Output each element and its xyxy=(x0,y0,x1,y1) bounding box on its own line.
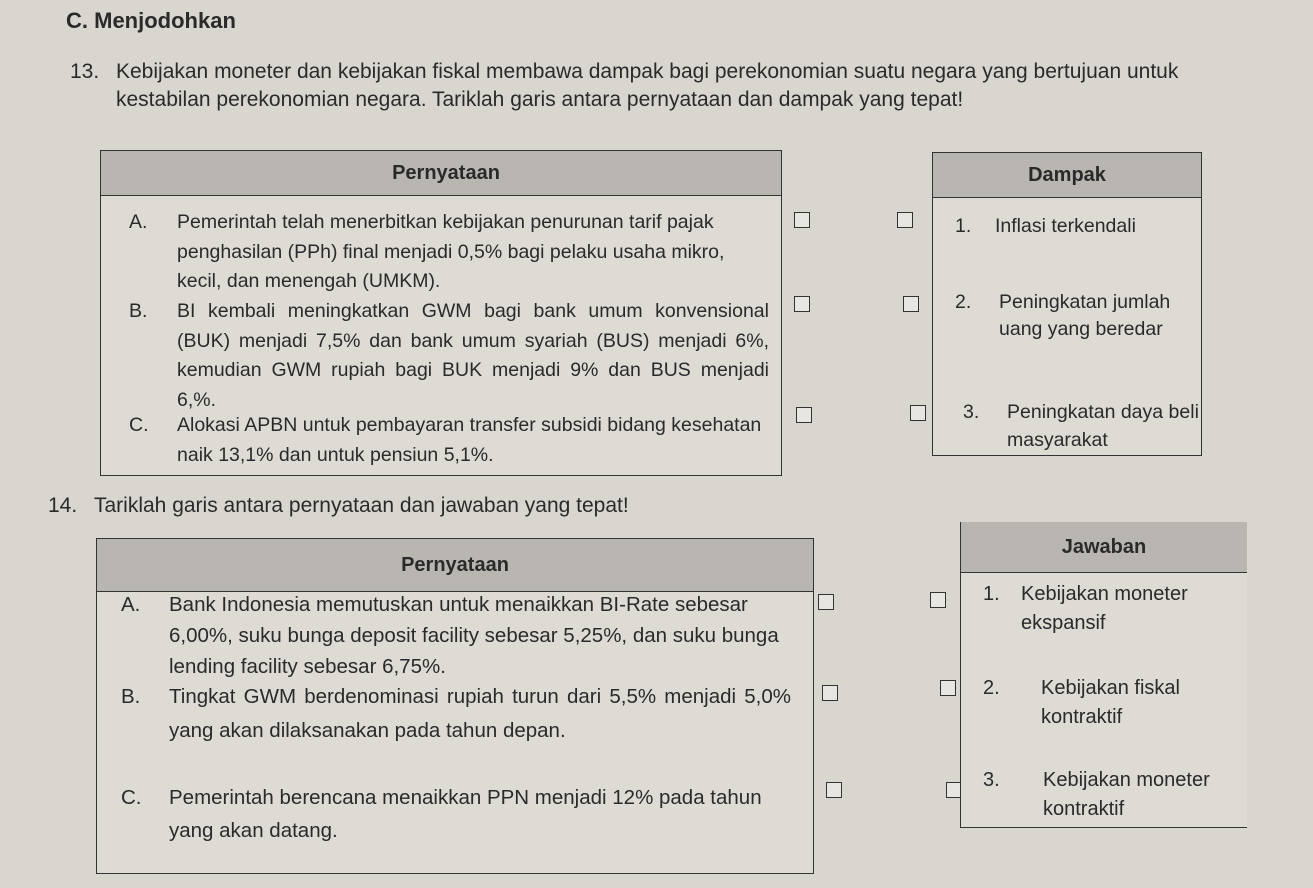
answer-text: Kebijakan moneter kontraktif xyxy=(1043,769,1210,820)
q14-answer-header: Jawaban xyxy=(961,522,1247,573)
q13-answer-1-checkbox[interactable] xyxy=(897,212,913,228)
q13-answer-table xyxy=(932,152,1202,456)
answer-text: Inflasi terkendali xyxy=(995,215,1136,237)
q13-answer-2-checkbox[interactable] xyxy=(903,296,919,312)
statement-text: Pemerintah berencana menaikkan PPN menjadi 12% pada tahun yang akan datang. xyxy=(169,786,762,842)
q13-statement-b-checkbox[interactable] xyxy=(794,296,810,312)
question-13 xyxy=(70,58,1220,114)
q13-answer-header: Dampak xyxy=(933,153,1201,198)
statement-text: Pemerintah telah menerbitkan kebijakan penurunan tarif pajak penghasilan (PPh) final menjadi 0,5% bagi pelaku usaha mikro, kecil, dan menengah (UMKM). xyxy=(177,211,725,292)
answer-label: 2. xyxy=(983,677,1000,699)
q14-answer-table xyxy=(960,522,1247,828)
statement-text: Tingkat GWM berdenominasi rupiah turun dari 5,5% menjadi 5,0% yang akan dilaksanakan pada tahun depan. xyxy=(169,685,791,742)
answer-label: 2. xyxy=(955,291,972,313)
statement-text: BI kembali meningkatkan GWM bagi bank umum konvensional (BUK) menjadi 7,5% dan bank umum syariah (BUS) menjadi 6%, kemudian GWM rupiah bagi BUK menjadi 9% dan BUS menjadi 6,%. xyxy=(177,300,769,411)
answer-label: 1. xyxy=(983,583,1000,605)
answer-label: 1. xyxy=(955,215,972,237)
question-14-number: 14. xyxy=(48,494,78,517)
q14-answer-1 xyxy=(983,580,1243,638)
statement-label: B. xyxy=(129,300,148,322)
statement-text: Bank Indonesia memutuskan untuk menaikkan BI-Rate sebesar 6,00%, suku bunga deposit facility sebesar 5,25%, dan suku bunga lending facility sebesar 6,75%. xyxy=(169,593,779,678)
answer-text: Peningkatan daya beli masyarakat xyxy=(1007,401,1199,451)
q14-statement-c-checkbox[interactable] xyxy=(826,782,842,798)
q14-statement-header: Pernyataan xyxy=(97,539,813,592)
q13-statement-b xyxy=(129,297,769,415)
q13-statement-header: Pernyataan xyxy=(101,151,781,196)
q14-answer-2-checkbox[interactable] xyxy=(940,680,956,696)
question-13-text: Kebijakan moneter dan kebijakan fiskal membawa dampak bagi perekonomian suatu negara yang bertujuan untuk kestabilan perekonomian negara. Tariklah garis antara pernyataan dan dampak yang tepat! xyxy=(116,60,1179,111)
statement-label: A. xyxy=(121,593,141,616)
q14-statement-c xyxy=(121,781,791,847)
q13-answer-3 xyxy=(963,398,1199,454)
q14-statement-table xyxy=(96,538,814,874)
q14-answer-2 xyxy=(983,674,1243,732)
section-title: C. Menjodohkan xyxy=(66,8,236,33)
q13-statement-c-checkbox[interactable] xyxy=(796,407,812,423)
answer-label: 3. xyxy=(983,769,1000,791)
statement-label: C. xyxy=(129,414,149,436)
answer-label: 3. xyxy=(963,401,980,423)
q14-statement-a-checkbox[interactable] xyxy=(818,594,834,610)
statement-label: A. xyxy=(129,211,148,233)
statement-text: Alokasi APBN untuk pembayaran transfer subsidi bidang kesehatan naik 13,1% dan untuk pensiun 5,1%. xyxy=(177,414,762,466)
question-14-text: Tariklah garis antara pernyataan dan jawaban yang tepat! xyxy=(94,494,629,517)
q13-answer-2 xyxy=(955,289,1195,343)
q14-statement-a xyxy=(121,589,791,682)
statement-label: B. xyxy=(121,685,141,708)
q13-statement-c xyxy=(129,411,769,470)
q14-statement-b-checkbox[interactable] xyxy=(822,685,838,701)
q13-statement-table xyxy=(100,150,782,476)
q14-answer-3 xyxy=(983,766,1243,824)
answer-text: Peningkatan jumlah uang yang beredar xyxy=(999,291,1171,340)
q13-answer-1 xyxy=(955,213,1195,240)
question-13-number: 13. xyxy=(70,60,100,83)
q14-statement-b xyxy=(121,680,791,748)
q14-answer-1-checkbox[interactable] xyxy=(930,592,946,608)
answer-text: Kebijakan fiskal kontraktif xyxy=(1041,677,1180,728)
q13-answer-3-checkbox[interactable] xyxy=(910,405,926,421)
question-14 xyxy=(48,494,629,518)
q13-statement-a xyxy=(129,208,769,297)
answer-text: Kebijakan moneter ekspansif xyxy=(1021,583,1188,634)
statement-label: C. xyxy=(121,786,142,809)
q13-statement-a-checkbox[interactable] xyxy=(794,212,810,228)
